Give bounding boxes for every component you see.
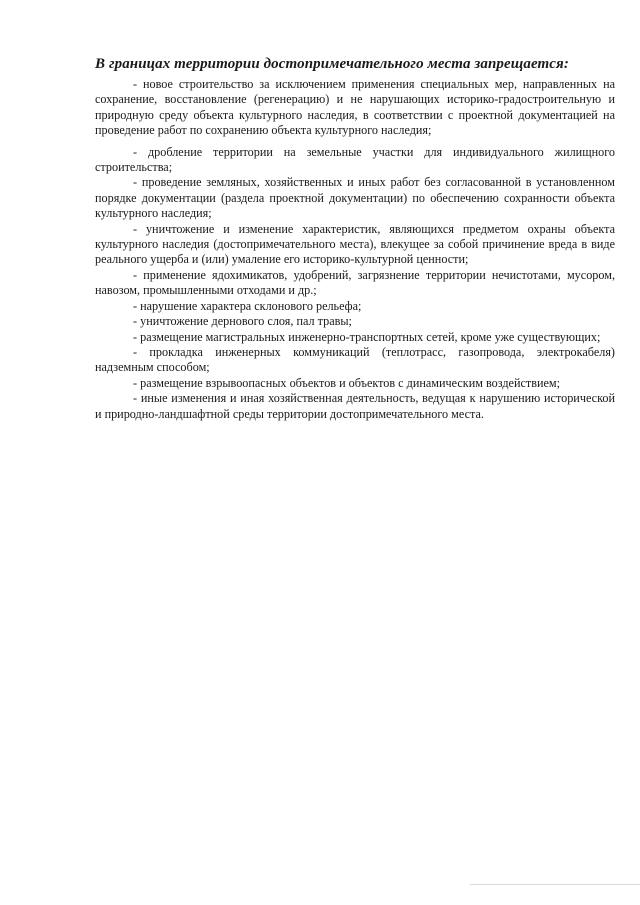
list-item: - уничтожение и изменение характеристик, являющихся предметом охраны объекта культурного наследия (достопримечательного места), влекущее за собой причинение вреда в виде реального ущерба и (или) умаление его историко-культурной ценности; [95,221,615,267]
list-item: - новое строительство за исключением применения специальных мер, направленных на сохранение, восстановление (регенерацию) и не нарушающих историко-градостроительную и природную среду объекта культурного наследия, в соответствии с проектной документацией на проведение работ по сохранению объекта культурного наследия; [95,77,615,138]
list-item: - прокладка инженерных коммуникаций (теплотрасс, газопровода, электрокабеля) надземным способом; [95,344,615,375]
prohibitions-list [95,77,615,422]
list-item: - применение ядохимикатов, удобрений, загрязнение территории нечистотами, мусором, навозом, промышленными отходами и др.; [95,267,615,298]
scan-edge-line [470,884,640,885]
page-title: В границах территории достопримечательного места запрещается: [95,56,569,72]
list-item: - нарушение характера склонового рельефа; [133,298,362,313]
list-item: - размещение взрывоопасных объектов и объектов с динамическим воздействием; [133,375,560,390]
list-item: - иные изменения и иная хозяйственная деятельность, ведущая к нарушению исторической и природно-ландшафтной среды территории достопримечательного места. [95,391,615,421]
list-item: - дробление территории на земельные участки для индивидуального жилищного строительства; [95,144,615,175]
list-item: - размещение магистральных инженерно-транспортных сетей, кроме уже существующих; [133,329,601,344]
list-item: - уничтожение дернового слоя, пал травы; [133,314,352,329]
list-item: - проведение земляных, хозяйственных и иных работ без согласованной в установленном порядке документации (раздела проектной документации) по обеспечению сохранности объекта культурного наследия; [95,175,615,221]
